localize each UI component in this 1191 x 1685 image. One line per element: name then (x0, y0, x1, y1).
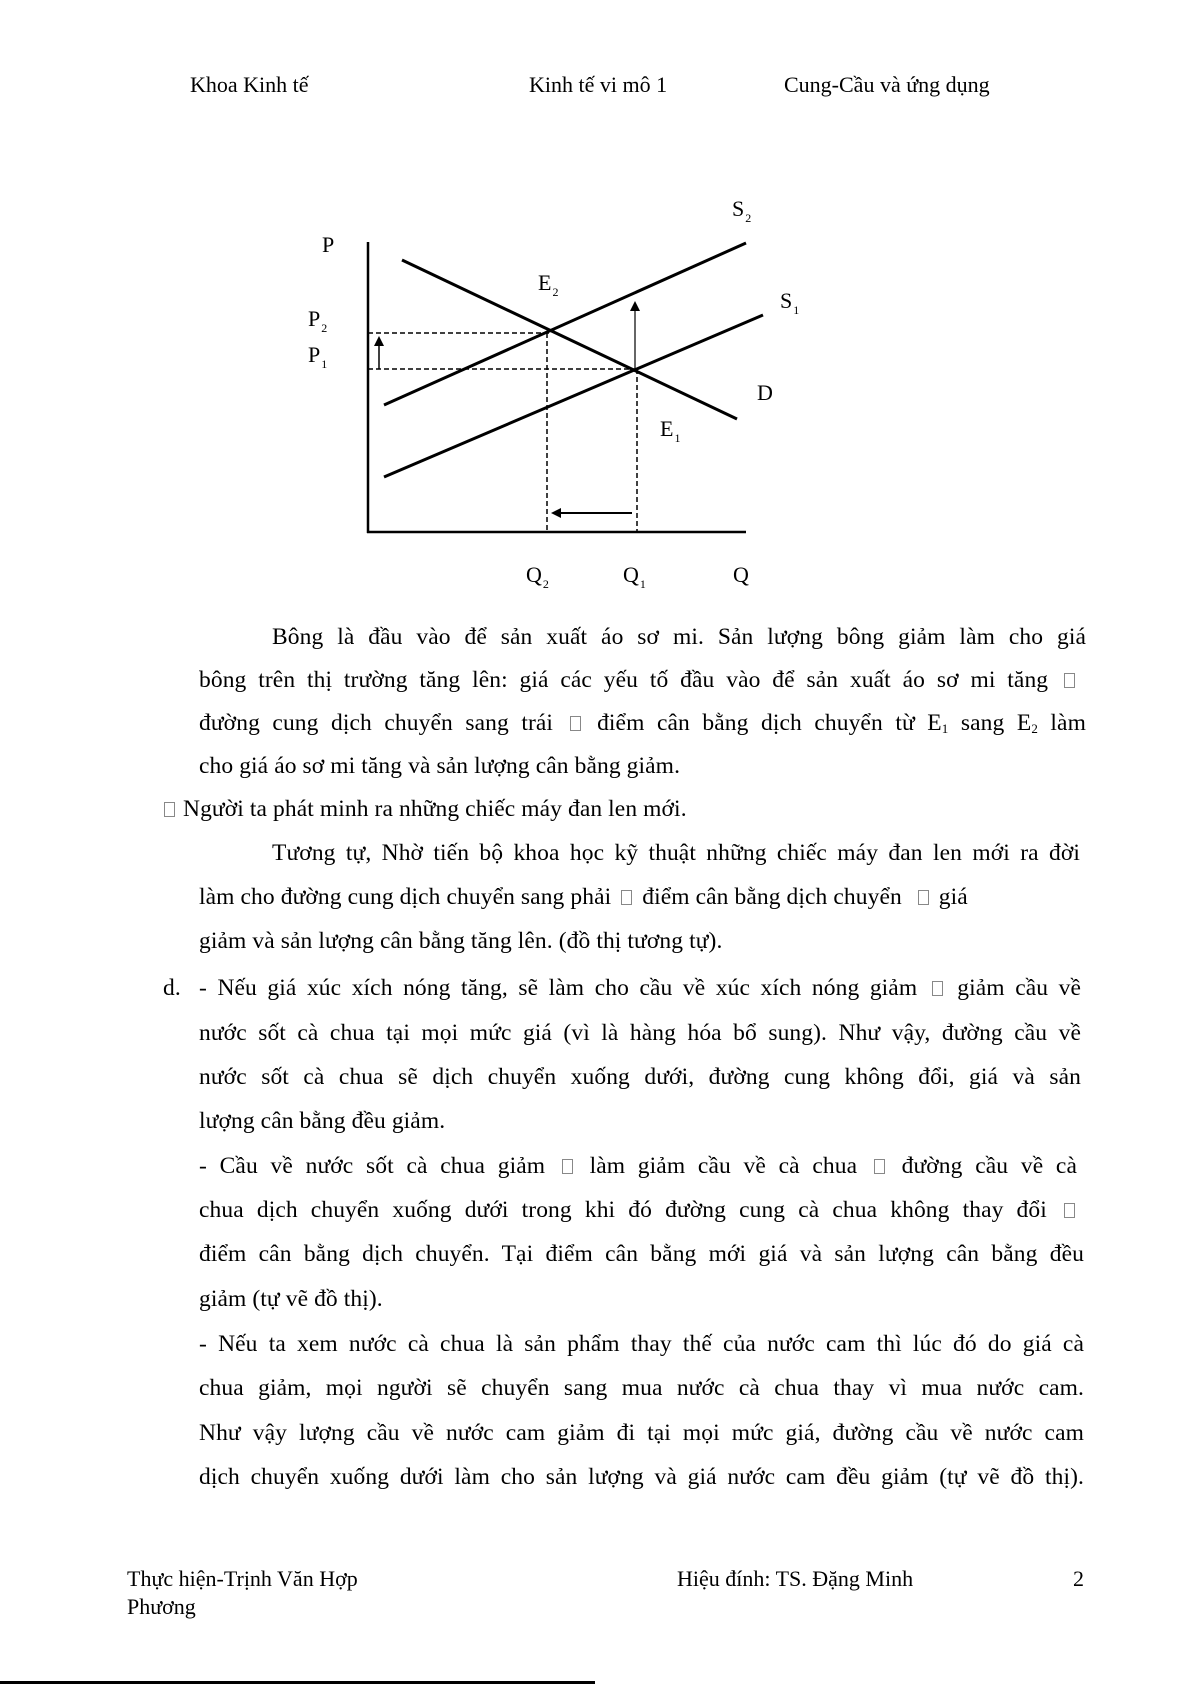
implies-arrow-icon (621, 890, 632, 905)
label-s1-text: S (780, 288, 793, 313)
p2-line2 (199, 884, 968, 911)
pd3-line3: Như vậy lượng cầu về nước cam giảm đi tại mọi mức giá, đường cầu về nước cam (199, 1420, 1084, 1446)
supply-demand-chart (0, 0, 1191, 600)
footer-reviewer: Hiệu đính: TS. Đặng Minh (677, 1566, 914, 1591)
p1-line3-b (597, 710, 1086, 736)
pd3-line1: - Nếu ta xem nước cà chua là sản phẩm thay thế của nước cam thì lúc đó do giá cà (199, 1331, 1084, 1357)
label-e2-sub: 2 (552, 285, 559, 299)
p2-line2-a: làm cho đường cung dịch chuyển sang phải (199, 884, 612, 910)
p1-line3 (199, 710, 1086, 737)
bullet-icon (164, 802, 175, 817)
supply-curve-s1 (384, 315, 763, 477)
pd2-line2-text: chua dịch chuyển xuống dưới trong khi đó đường cung cà chua không thay đổi (199, 1197, 1047, 1223)
pd2-line1 (199, 1153, 1077, 1180)
pd2-line1-b: làm giảm cầu về cà chua (589, 1153, 858, 1179)
pd1-line1-a: - Nếu giá xúc xích nóng tăng, sẽ làm cho cầu về xúc xích nóng giảm (199, 975, 918, 1001)
label-q2 (526, 562, 549, 592)
pd2-line3: điểm cân bằng dịch chuyển. Tại điểm cân bằng mới giá và sản lượng cân bằng đều (199, 1241, 1084, 1267)
p1-line3-b-text: điểm cân bằng dịch chuyển từ E (597, 710, 942, 736)
pd1-line1 (199, 975, 1081, 1002)
label-p1-sub: 1 (321, 357, 328, 371)
pd1-line3: nước sốt cà chua sẽ dịch chuyển xuống dưới, đường cung không đổi, giá và sản (199, 1064, 1081, 1090)
label-d: D (757, 380, 773, 405)
label-e2 (538, 270, 558, 300)
demand-curve-d (402, 260, 737, 419)
label-e1 (660, 416, 680, 446)
label-p2-text: P (308, 306, 321, 331)
label-q1 (623, 562, 646, 592)
footer-author-cont: Phương (127, 1594, 196, 1619)
pd1-line2: nước sốt cà chua tại mọi mức giá (vì là hàng hóa bổ sung). Như vậy, đường cầu về (199, 1020, 1081, 1046)
label-p2-sub: 2 (321, 321, 328, 335)
implies-arrow-icon (874, 1159, 885, 1174)
p1-line3-a: đường cung dịch chuyển sang trái (199, 710, 554, 736)
bullet-item (164, 796, 687, 823)
pd1-line4: lượng cân bằng đều giảm. (199, 1108, 446, 1134)
label-q2-text: Q (526, 562, 542, 587)
label-e2-text: E (538, 270, 552, 295)
axis-label-p: P (322, 232, 335, 257)
p1-line1: Bông là đầu vào để sản xuất áo sơ mi. Sản lượng bông giảm làm cho giá (272, 624, 1086, 650)
implies-arrow-icon (1064, 673, 1075, 688)
section-d-label: d. (163, 975, 181, 1001)
label-e1-text: E (660, 416, 674, 441)
implies-arrow-icon (932, 981, 943, 996)
label-p1 (308, 342, 327, 372)
sub-2: 2 (1031, 721, 1038, 736)
axis-label-q: Q (733, 562, 749, 587)
pd1-line1-b: giảm cầu về (957, 975, 1081, 1001)
p2-line2-b: điểm cân bằng dịch chuyển (642, 884, 902, 910)
pd3-line4: dịch chuyển xuống dưới làm cho sản lượng và giá nước cam đều giảm (tự vẽ đồ thị). (199, 1464, 1084, 1490)
chart-svg (0, 0, 1191, 600)
p1-line3-c: sang E (948, 710, 1032, 736)
label-p1-text: P (308, 342, 321, 367)
header-chapter: Cung-Cầu và ứng dụng (784, 72, 990, 97)
p1-line3-d: làm (1037, 710, 1086, 736)
pd2-line1-c: đường cầu về cà (901, 1153, 1077, 1179)
implies-arrow-icon (1064, 1203, 1075, 1218)
label-q2-sub: 2 (542, 577, 549, 591)
footer-author: Thực hiện-Trịnh Văn Hợp (127, 1566, 358, 1591)
implies-arrow-icon (570, 716, 581, 731)
pd2-line2 (199, 1197, 1079, 1224)
label-s2-sub: 2 (745, 211, 752, 225)
page-number: 2 (1073, 1566, 1084, 1591)
p1-line2-text: bông trên thị trường tăng lên: giá các yếu tố đầu vào để sản xuất áo sơ mi tăng (199, 667, 1049, 693)
label-s1 (780, 288, 799, 318)
label-e1-sub: 1 (674, 431, 681, 445)
bullet-text: Người ta phát minh ra những chiếc máy đan len mới. (183, 796, 687, 822)
p2-line3: giảm và sản lượng cân bằng tăng lên. (đồ thị tương tự). (199, 928, 723, 954)
label-s1-sub: 1 (793, 303, 800, 317)
sub-1: 1 (941, 721, 949, 736)
implies-arrow-icon (562, 1159, 573, 1174)
label-s2-text: S (732, 196, 745, 221)
pd2-line1-a: - Cầu về nước sốt cà chua giảm (199, 1153, 546, 1179)
label-s2 (732, 196, 751, 226)
header-faculty: Khoa Kinh tế (190, 72, 309, 97)
header-course: Kinh tế vi mô 1 (529, 72, 668, 97)
label-q1-text: Q (623, 562, 639, 587)
page-bottom-rule (0, 1681, 595, 1684)
pd3-line2: chua giảm, mọi người sẽ chuyển sang mua nước cà chua thay vì mua nước cam. (199, 1375, 1084, 1401)
p2-line2-c: giá (938, 884, 968, 910)
pd2-line4: giảm (tự vẽ đồ thị). (199, 1286, 383, 1312)
supply-curve-s2 (384, 243, 746, 405)
implies-arrow-icon (918, 890, 929, 905)
p2-line1: Tương tự, Nhờ tiến bộ khoa học kỹ thuật những chiếc máy đan len mới ra đời (272, 840, 1080, 866)
p1-line2 (199, 667, 1079, 694)
p1-line4: cho giá áo sơ mi tăng và sản lượng cân bằng giảm. (199, 753, 681, 779)
label-p2 (308, 306, 327, 336)
label-q1-sub: 1 (639, 577, 646, 591)
